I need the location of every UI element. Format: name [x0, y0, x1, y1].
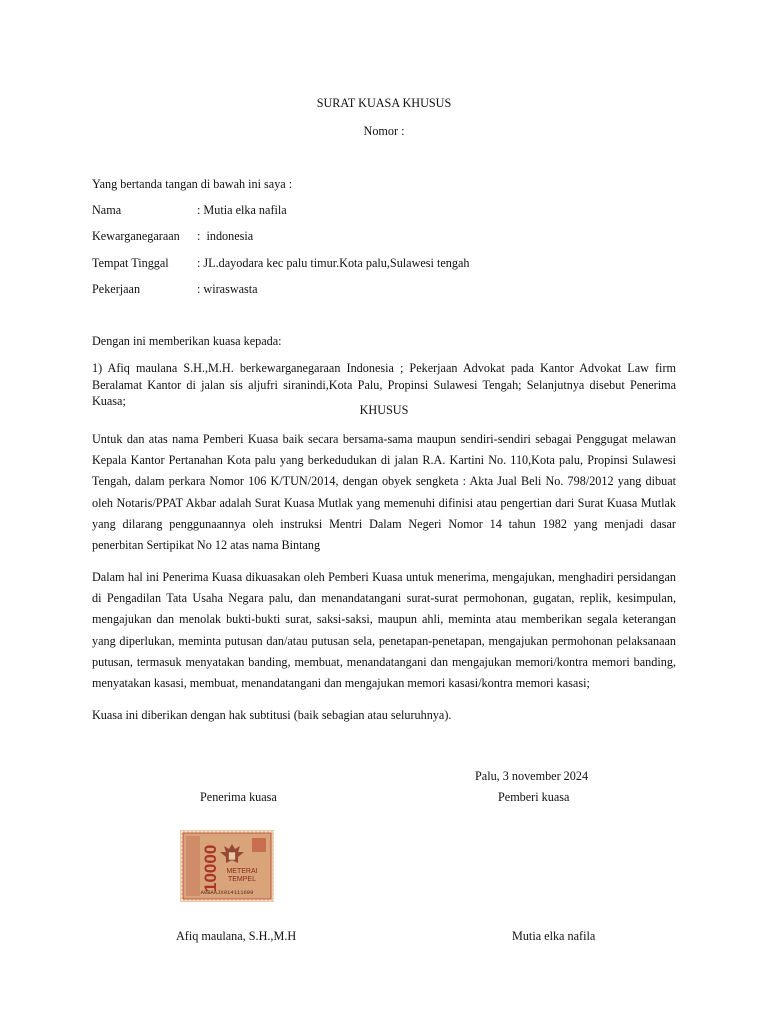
- document-title: SURAT KUASA KHUSUS: [316, 96, 452, 110]
- khusus-heading: KHUSUS: [359, 403, 409, 417]
- recipient-paragraph: 1) Afiq maulana S.H.,M.H. berkewarganegaraan Indonesia ; Pekerjaan Advokat pada Kantor Advokat Law firm Beralamat Kantor di jalan sis aljufri siranindi,Kota Palu, Propinsi Sulawesi Tengah; Selanjutnya disebut Penerima Kuasa;: [92, 361, 676, 408]
- kuasa-intro: Dengan ini memberikan kuasa kepada:: [92, 334, 282, 348]
- stamp-serial: A0BAAJX014111699: [200, 889, 254, 896]
- stamp-text-2: TEMPEL: [227, 876, 257, 883]
- field-label-kewarganegaraan: Kewarganegaraan: [92, 229, 180, 243]
- paragraph-mandate: Untuk dan atas nama Pemberi Kuasa baik secara bersama-sama maupun sendiri-sendiri sebagai Penggugat melawan Kepala Kantor Pertanahan Kota palu yang berkedudukan di jalan R.A. Kartini No. 110,Kota palu, Propinsi Sulawesi Tengah, dalam perkara Nomor 106 K/TUN/2014, dengan obyek sengketa : Akta Jual Beli No. 798/2012 yang dibuat oleh Notaris/PPAT Akbar adalah Surat Kuasa Mutlak yang memenuhi difinisi atau pengertian dari Surat Kuasa Mutlak yang dilarang penggunaannya oleh instruksi Mentri Dalam Negeri Nomor 14 tahun 1982 yang menjadi dasar penerbitan Sertipikat No 12 atas nama Bintang: [92, 432, 676, 553]
- document-number: Nomor :: [363, 124, 405, 138]
- stamp-text-1: METERAI: [226, 868, 258, 875]
- meterai-stamp-image: [180, 830, 274, 902]
- field-label-nama: Nama: [92, 203, 122, 217]
- field-value-pekerjaan: : wiraswasta: [197, 282, 258, 296]
- meterai-stamp: [180, 830, 274, 902]
- place-date: Palu, 3 november 2024: [475, 769, 589, 783]
- pemberi-name: Mutia elka nafila: [512, 929, 596, 943]
- paragraph-substitution: Kuasa ini diberikan dengan hak subtitusi (baik sebagian atau seluruhnya).: [92, 708, 452, 722]
- penerima-name: Afiq maulana, S.H.,M.H: [176, 929, 297, 943]
- stamp-value: 10000: [201, 844, 220, 892]
- penerima-label: Penerima kuasa: [200, 790, 277, 804]
- field-value-kewarganegaraan: : indonesia: [197, 229, 254, 243]
- field-value-nama: : Mutia elka nafila: [197, 203, 287, 217]
- intro-text: Yang bertanda tangan di bawah ini saya :: [92, 177, 293, 191]
- field-label-tempat-tinggal: Tempat Tinggal: [92, 256, 169, 270]
- paragraph-powers: Dalam hal ini Penerima Kuasa dikuasakan oleh Pemberi Kuasa untuk menerima, mengajukan, menghadiri persidangan di Pengadilan Tata Usaha Negara palu, dan menandatangani surat-surat permohonan, gugatan, replik, kesimpulan, mengajukan dan menolak bukti-bukti surat, saksi-saksi, maupun ahli, meminta atau memberikan segala keterangan yang diperlukan, meminta putusan dan/atau putusan sela, penetapan-penetapan, mengajukan permohonan pelaksanaan putusan, termasuk menyatakan banding, membuat, menandatangani dan mengajukan memori/kontra memori banding, menyatakan kasasi, membuat, menandatangani dan mengajukan memori kasasi/kontra memori kasasi;: [92, 570, 676, 691]
- pemberi-label: Pemberi kuasa: [498, 790, 570, 804]
- field-label-pekerjaan: Pekerjaan: [92, 282, 141, 296]
- field-value-tempat-tinggal: : JL.dayodara kec palu timur.Kota palu,Sulawesi tengah: [197, 256, 470, 270]
